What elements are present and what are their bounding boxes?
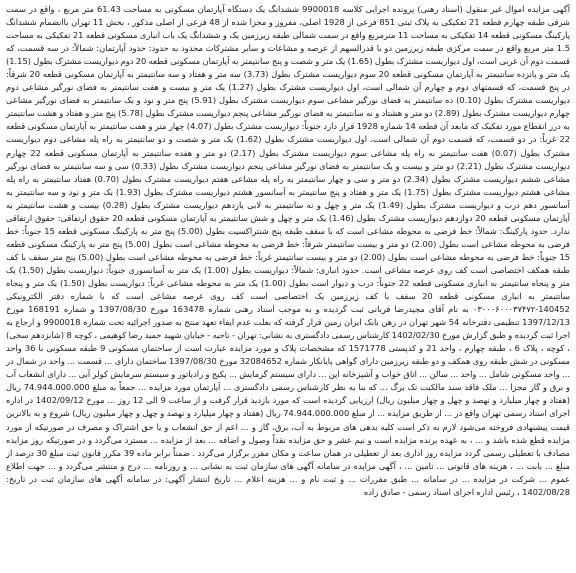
auction-notice-text: آگهی مزایده اموال غیر منقول (اسناد رهنی) پرونده اجرایی کلاسه 9900018 ششدانگ یک دستگاه آپارتمان مسکونی به مساحت 61.43 متر مربع ، واقع در سمت شرقی طبقه چهارم قطعه 21 تفکیکی به پلاک ثبتی 851 فرعی از 1928 اصلی، مفروز و مجزا شده از 48 فرعی از اصلی مذکور ، بخش 11 تهران باانضمام ششدانگ پارکینگ مسکونی قطعه 14 تفکیکی به مساحت 11 مترمربع واقع در سمت شمالی طبقه زیرزمین یک و ششدانگ یک باب انباری مسکونی قطعه 21 تفکیکی به مساحت 1.5 متر مربع واقع در سمت مرکزی طبقه زیرزمین دو با قدرالسهم از عرصه و مشاعات و سایر مشترکات محدود به حدود: حدود آپارتمان: شمالاً: در سه قسمت، که قسمت دوم آن غربی است، اول دیواریست مشترک بطول (1.65) یک متر و شصت و پنج سانتیمتر به آپارتمان مسکونی قطعه 20 دوم دیواریست مشترک بطول (1.15) یک متر و پانزده سانتیمتر به آپارتمان مسکونی قطعه 20 سوم دیواریست مشترک بطول (3.73) سه متر و هفتاد و سه سانتیمتر به آپارتمان مسکونی قطعه 20 شرقاً: در پنج قسمت، که قسمتهای دوم و چهارم آن شمالی است، اول دیواریست مشترک بطول (1.27) یک متر و بیست و هفت سانتیمتر به فضای نورگیر مشاعی دوم دیواریست مشترک بطول (0.10) ده سانتیمتر به فضای نورگیر مشاعی سوم دیواریست مشترک بطول (5.91) پنج متر و نود و یک سانتیمتر به فضای نورگیر مشاعی چهارم دیواریست مشترک بطول (2.89) دو متر و هشتاد و نه سانتیمتر به فضای نورگیر مشاعی پنجم دیواریست مشترک بطول (5.78) پنج متر و هفتاد و هشت سانتیمتر به درز انقطاع مورد تفکیک که مابعد آن قطعه 14 شماره 1928 قرار دارد جنوباً: دیواریست مشترک بطول (4.07) چهار متر و هفت سانتیمتر به آپارتمان مسکونی قطعه 22 غرباً: در دو قسمت، که قسمت دوم آن شمالی است، اول دیواریست مشترک بطول (1.62) یک متر و شصت و دو سانتیمتر به راه پله مشاعی دوم دیواریست مشترک بطول (0.07) هفت سانتیمتر به راه پله مشاعی سوم دیواریست مشترک بطول (2.17) دو متر و هفده سانتیمتر به آپارتمان مسکونی قطعه 22 چهارم دیواریست مشترک بطول (2.21) دو متر و بیست و یک سانتیمتر به فضای نورگیر مشاعی پنجم دیواریست مشترک بطول (0.33) سی و سه سانتیمتر به فضای نورگیر مشاعی ششم دیواریست مشترک بطول (2.34) دو متر و سی و چهار سانتیمتر به راه پله مشاعی هفتم دیواریست مشترک بطول (0.70) هفتاد سانتیمتر به راه پله مشاعی هشتم دیواریست مشترک بطول (1.75) یک متر و هفتاد و پنج سانتیمتر به آسانسور هشتم دیواریست مشترک بطول (1.93) یک متر و نود و سه سانتیمتر به آسانسور دهم درب و دیواریست مشترک بطول (1.49) یک متر و چهل و نه سانتیمتر به لابی یازدهم دیواریست مشترک بطول (0.28) بیست و هشت سانتیمتر به آپارتمان مسکونی قطعه 20 دوازدهم دیواریست مشترک بطول (1.46) یک متر و چهل و شش سانتیمتر به آپارتمان مسکونی قطعه 20 حقوق ارتفاقی: حقوق ارتفاقی ندارد. حدود پارکینگ: شمالاً: خط فرضی به محوطه مشاعی است که با سقف طبقه پنج شنتراکسیت بطول (5.00) پنج متر به پارکینگ مسکونی قطعه 15 جنوباً: خط فرضی به محوطه مشاعی است بطول (2.00) دو متر و بیست سانتیمتر شرقاً: خط فرضی به محوطه مشاعی است بطول (5.00) پنج متر به پارکینگ مسکونی قطعه 15 جنوباً: خط فرضی به محوطه مشاعی است بطول (2.00) دو متر و بیست سانتیمتر غرباً: خط فرضی به محوطه مشاعی است بطول (5.00) پنج متر سقف با کف طبقه همکف اختصاصی است کف روی عرصه مشاعی است. حدود انباری: شمالاً: دیواریست بطول (1.00) یک متر به آسانسوری جنوباً: دیواریست بطول (1.50) یک متر و پنجاه سانتیمتر به انباری مسکونی قطعه 22 جنوباً: درب و دیوار است بطول (1.00) یک متر به محوطه مشاعی غرباً: دیواریست بطول (1.50) یک متر و پنجاه سانتیمتر به انباری مسکونی قطعه 20 سقف با کف زیرزمین یک اختصاصی است کف روی عرصه مشاعی است که با شماره دفتر الکترونیکی 140452-۰۳۰۰۰۶۰۰۰۳۷۴۷۲ به نام آقای مجیدرضا قربانی ثبت گردیده و به موجب اسناد رهنی شماره 163478 مورخ 1397/08/30 و شماره 168191 مورخ 1397/12/13 تنظیمی دفترخانه 54 شهر تهران در رهن بانک ایران زمین قرار گرفته که بعلت عدم ایفاء تعهد منتج به صدور اجرائیه تحت شماره 9900018 و ارجاع به اجرا ثبت گردیده و طبق گزارش مورخ 1402/02/30 کارشناس رسمی دادگستری به نشانی: تهران - ناحیه - خیابان شهید حمید رضا کوهیمی ، کوچه 8 (شانزدهم سخی) ، کوچه ، پلاک 6 ، طبقه چهارم ، واحد 21 و کدپستی 1571778 که مشخصات پلاک و مورد مزایده عبارت است از ساختمان مسکونی 9 طبقه مسکونی با 36 واحد مسکونی در شش طبقه روی همکف و دو طبقه زیرزمین دارای گواهی پایانکار شماره 32084652 مورخ 1397/08/30 ساختمان دارای ... قسمت ... واحد در شمال در ... واحد مسکونی شامل ... واحد ... سالن ... اتاق خواب و آشپزخانه اپن ... دارای سیستم گرمایش ... پکیج و رادیاتور و سیستم سرمایش کولر آبی ... دارای انشعاب آب و برق و گاز مجزا ... ملک فاقد سند مالکیت تک برگ ... که بنا به نظر کارشناس رسمی دادگستری ... آپارتمان مورد مزایده ... جمعاً به مبلغ 74.944.000.000 ریال (هفتاد و چهار میلیارد و نهصد و چهل و چهار میلیون ریال) ارزیابی گردیده است که مورد بازدید قرار گرفت و از ساعت 9 الی 12 روز ... مورخ 1402/09/12 در اداره اجرای اسناد رسمی تهران واقع در ... از طریق مزایده ... از مبلغ 74.944.000.000 ریال (هفتاد و چهار میلیارد و نهصد و چهل و چهار میلیون ریال) شروع و به بالاترین قیمت پیشنهادی فروخته می‌شود لازم به ذکر است کلیه بدهی های مربوط به آب، برق، گاز و ... اعم از حق انشعاب و یا حق اشتراک و مصرف در صورتیکه از مورد مزایده قطع شده باشد و ... ، به عهده برنده مزایده است و نیم عشر و حق مزایده نقداً وصول و اضافه ... بعد از مزایده ... مسترد می‌گردد و در صورتیکه روز مزایده مصادف با تعطیلی رسمی گردد مزایده روز اداری بعد از تعطیلی در همان ساعت و مکان مقرر برگزار می‌گردد . ضمناً برابر ماده 39 مکرر قانون ثبت مبلغ 30 درصد از مبلغ ... بابت ... ، هزینه های قانونی ... تامین ... ، آگهی مزایده در سامانه آگهی های سازمان ثبت به نشانی ... و روزنامه ... درج و منتشر می‌گردد و ... جهت اطلاع عموم ... شرکت در مزایده ... در سامانه ... طبق مقررات ... و ثبت نام و ... هزینه اعلام ... تاریخ انتشار آگهی: در سامانه آگهی های سازمان ثبت در تاریخ: 1402/08/28 ، رئیس اداره اجرای اسناد رسمی - صادق زاده [6,4,571,497]
